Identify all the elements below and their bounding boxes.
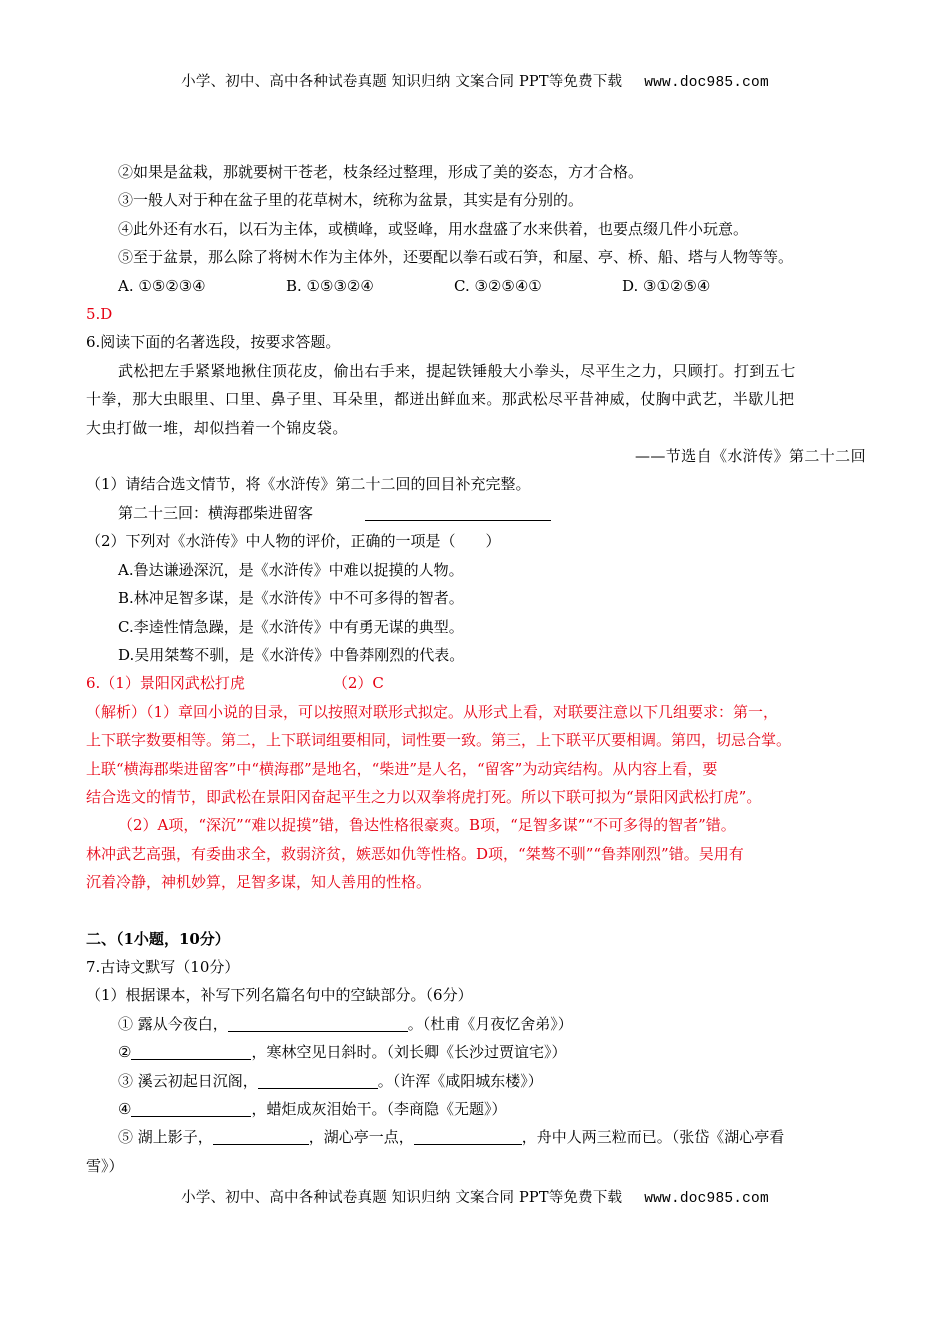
q7-line-5 [86,1123,866,1151]
q6-excerpt-line-2: 十拳，那大虫眼里、口里、鼻子里、耳朵里，都迸出鲜血来。那武松尽平昔神威，仗胸中武艺，半歇儿把 [86,390,795,409]
page-header-top [0,70,950,91]
q6-analysis2-line-1: （2）A项，“深沉”“难以捉摸”错，鲁达性格很豪爽。B项，“足智多谋”“不可多得的智者”错。 [118,816,736,835]
header-text: 小学、初中、高中各种试卷真题 知识归纳 文案合同 PPT等免费下载 [181,74,623,90]
q5-answer: 5.D [86,305,113,324]
q6-analysis-line-2: 上下联字数要相等。第二，上下联词组要相同，词性要一致。第三，上下联平仄要相调。第四，切忌合掌。 [86,731,792,750]
q5-option-d: D. ③①②⑤④ [622,276,711,295]
q7-line-5-text: ⑤ 湖上影子， [118,1128,213,1147]
q7-line-4-num: ④ [118,1100,132,1118]
q7-line-1-text: ① 露从今夜白， [118,1014,228,1033]
q5-sentence-4: ④此外还有水石，以石为主体，或横峰，或竖峰，用水盘盛了水来供着，也要点缀几件小玩意。 [118,219,749,238]
q6-analysis2-line-2: 林冲武艺高强，有委曲求全，救弱济贫，嫉恶如仇等性格。D项，“桀骜不驯”“鲁莽刚烈”错。吴用有 [86,844,744,863]
q6-excerpt-line-3: 大虫打做一堆，却似挡着一个锦皮袋。 [86,418,348,437]
q6-answer-2: （2）C [332,674,384,693]
q7-line-3 [86,1067,866,1095]
q7-line-5-source: ，舟中人两三粒而已。（张岱《湖心亭看 [521,1128,785,1147]
q6-title: 6.阅读下面的名著选段，按要求答题。 [86,333,341,352]
q7-line-4 [86,1095,866,1123]
q6-answer-1: 6.（1）景阳冈武松打虎 [86,674,245,693]
q5-sentence-3: ③一般人对于种在盆子里的花草树木，统称为盆景，其实是有分别的。 [118,191,584,210]
q7-line-1-source: 。（杜甫《月夜忆舍弟》） [407,1014,573,1033]
q5-options [86,272,866,300]
q7-line-2 [86,1038,866,1066]
q6-sub2: （2）下列对《水浒传》中人物的评价，正确的一项是（ ） [86,532,501,551]
q6-sub1-line [86,499,866,527]
q6-option-b: B.林冲足智多谋，是《水浒传》中不可多得的智者。 [118,589,464,608]
footer-text: 小学、初中、高中各种试卷真题 知识归纳 文案合同 PPT等免费下载 [181,1190,623,1206]
q5-option-a: A. ①⑤②③④ [118,276,206,295]
q7-line-4-text: ，蜡炬成灰泪始干。（李商隐《无题》） [251,1100,507,1118]
q6-analysis-line-1: （解析）（1）章回小说的目录，可以按照对联形式拟定。从形式上看，对联要注意以下几组要求：第一， [86,702,779,721]
footer-url[interactable]: www.doc985.com [644,1191,769,1207]
q7-line-5-cont: 雪》） [86,1156,124,1175]
header-url[interactable]: www.doc985.com [644,75,769,91]
q7-line-2-text: ，寒林空见日斜时。（刘长卿《长沙过贾谊宅》） [251,1043,567,1062]
q7-line-3-text: ③ 溪云初起日沉阁， [118,1071,258,1090]
document-body [86,158,866,1180]
q6-source: ——节选自《水浒传》第二十二回 [634,447,866,466]
q5-sentence-5: ⑤至于盆景，那么除了将树木作为主体外，还要配以拳石或石笋，和屋、亭、桥、船、塔与人物等等。 [118,248,794,267]
q7-line-4-blank[interactable] [131,1098,251,1117]
q7-sub1: （1）根据课本，补写下列名篇名句中的空缺部分。（6分） [86,986,473,1005]
q7-line-2-num: ② [118,1043,132,1062]
q6-sub1: （1）请结合选文情节，将《水浒传》第二十二回的回目补充完整。 [86,475,531,494]
q7-line-1-blank[interactable] [228,1013,408,1032]
q5-sentence-2: ②如果是盆栽，那就要树干苍老，枝条经过整理，形成了美的姿态，方才合格。 [118,163,644,181]
q7-line-3-source: 。（许浑《咸阳城东楼》） [377,1071,543,1090]
q6-sub1-chapter: 第二十三回：横海郡柴进留客 [118,503,314,522]
q6-excerpt-line-1: 武松把左手紧紧地揪住顶花皮，偷出右手来，提起铁锤般大小拳头，尽平生之力，只顾打。打到五七 [118,361,796,380]
q7-line-5-mid: ，湖心亭一点， [308,1128,414,1147]
q5-option-b: B. ①⑤③②④ [286,276,374,295]
q7-line-3-blank[interactable] [258,1070,378,1089]
q6-analysis2-line-3: 沉着冷静，神机妙算，足智多谋，知人善用的性格。 [86,873,432,892]
q7-line-1 [86,1010,866,1038]
q6-sub1-blank[interactable] [365,502,551,521]
q7-title: 7.古诗文默写（10分） [86,957,240,976]
q6-option-c: C.李逵性情急躁，是《水浒传》中有勇无谋的典型。 [118,617,464,636]
section-2-title: 二、（1小题，10分） [86,929,230,948]
q7-line-2-blank[interactable] [131,1041,251,1060]
q6-analysis-line-4: 结合选文的情节，即武松在景阳冈奋起平生之力以双拳将虎打死。所以下联可拟为“景阳冈武松打虎”。 [86,787,762,806]
page-header-bottom [0,1186,950,1207]
q7-line-5-blank-1[interactable] [213,1126,309,1145]
q6-answer [86,669,866,697]
q7-line-5-blank-2[interactable] [414,1126,522,1145]
q6-option-a: A.鲁达谦逊深沉，是《水浒传》中难以捉摸的人物。 [118,560,464,579]
q6-option-d: D.吴用桀骜不驯，是《水浒传》中鲁莽刚烈的代表。 [118,645,465,664]
q5-option-c: C. ③②⑤④① [454,276,542,295]
q6-analysis-line-3: 上联“横海郡柴进留客”中“横海郡”是地名，“柴进”是人名，“留客”为动宾结构。从内容上看，要 [86,759,718,778]
